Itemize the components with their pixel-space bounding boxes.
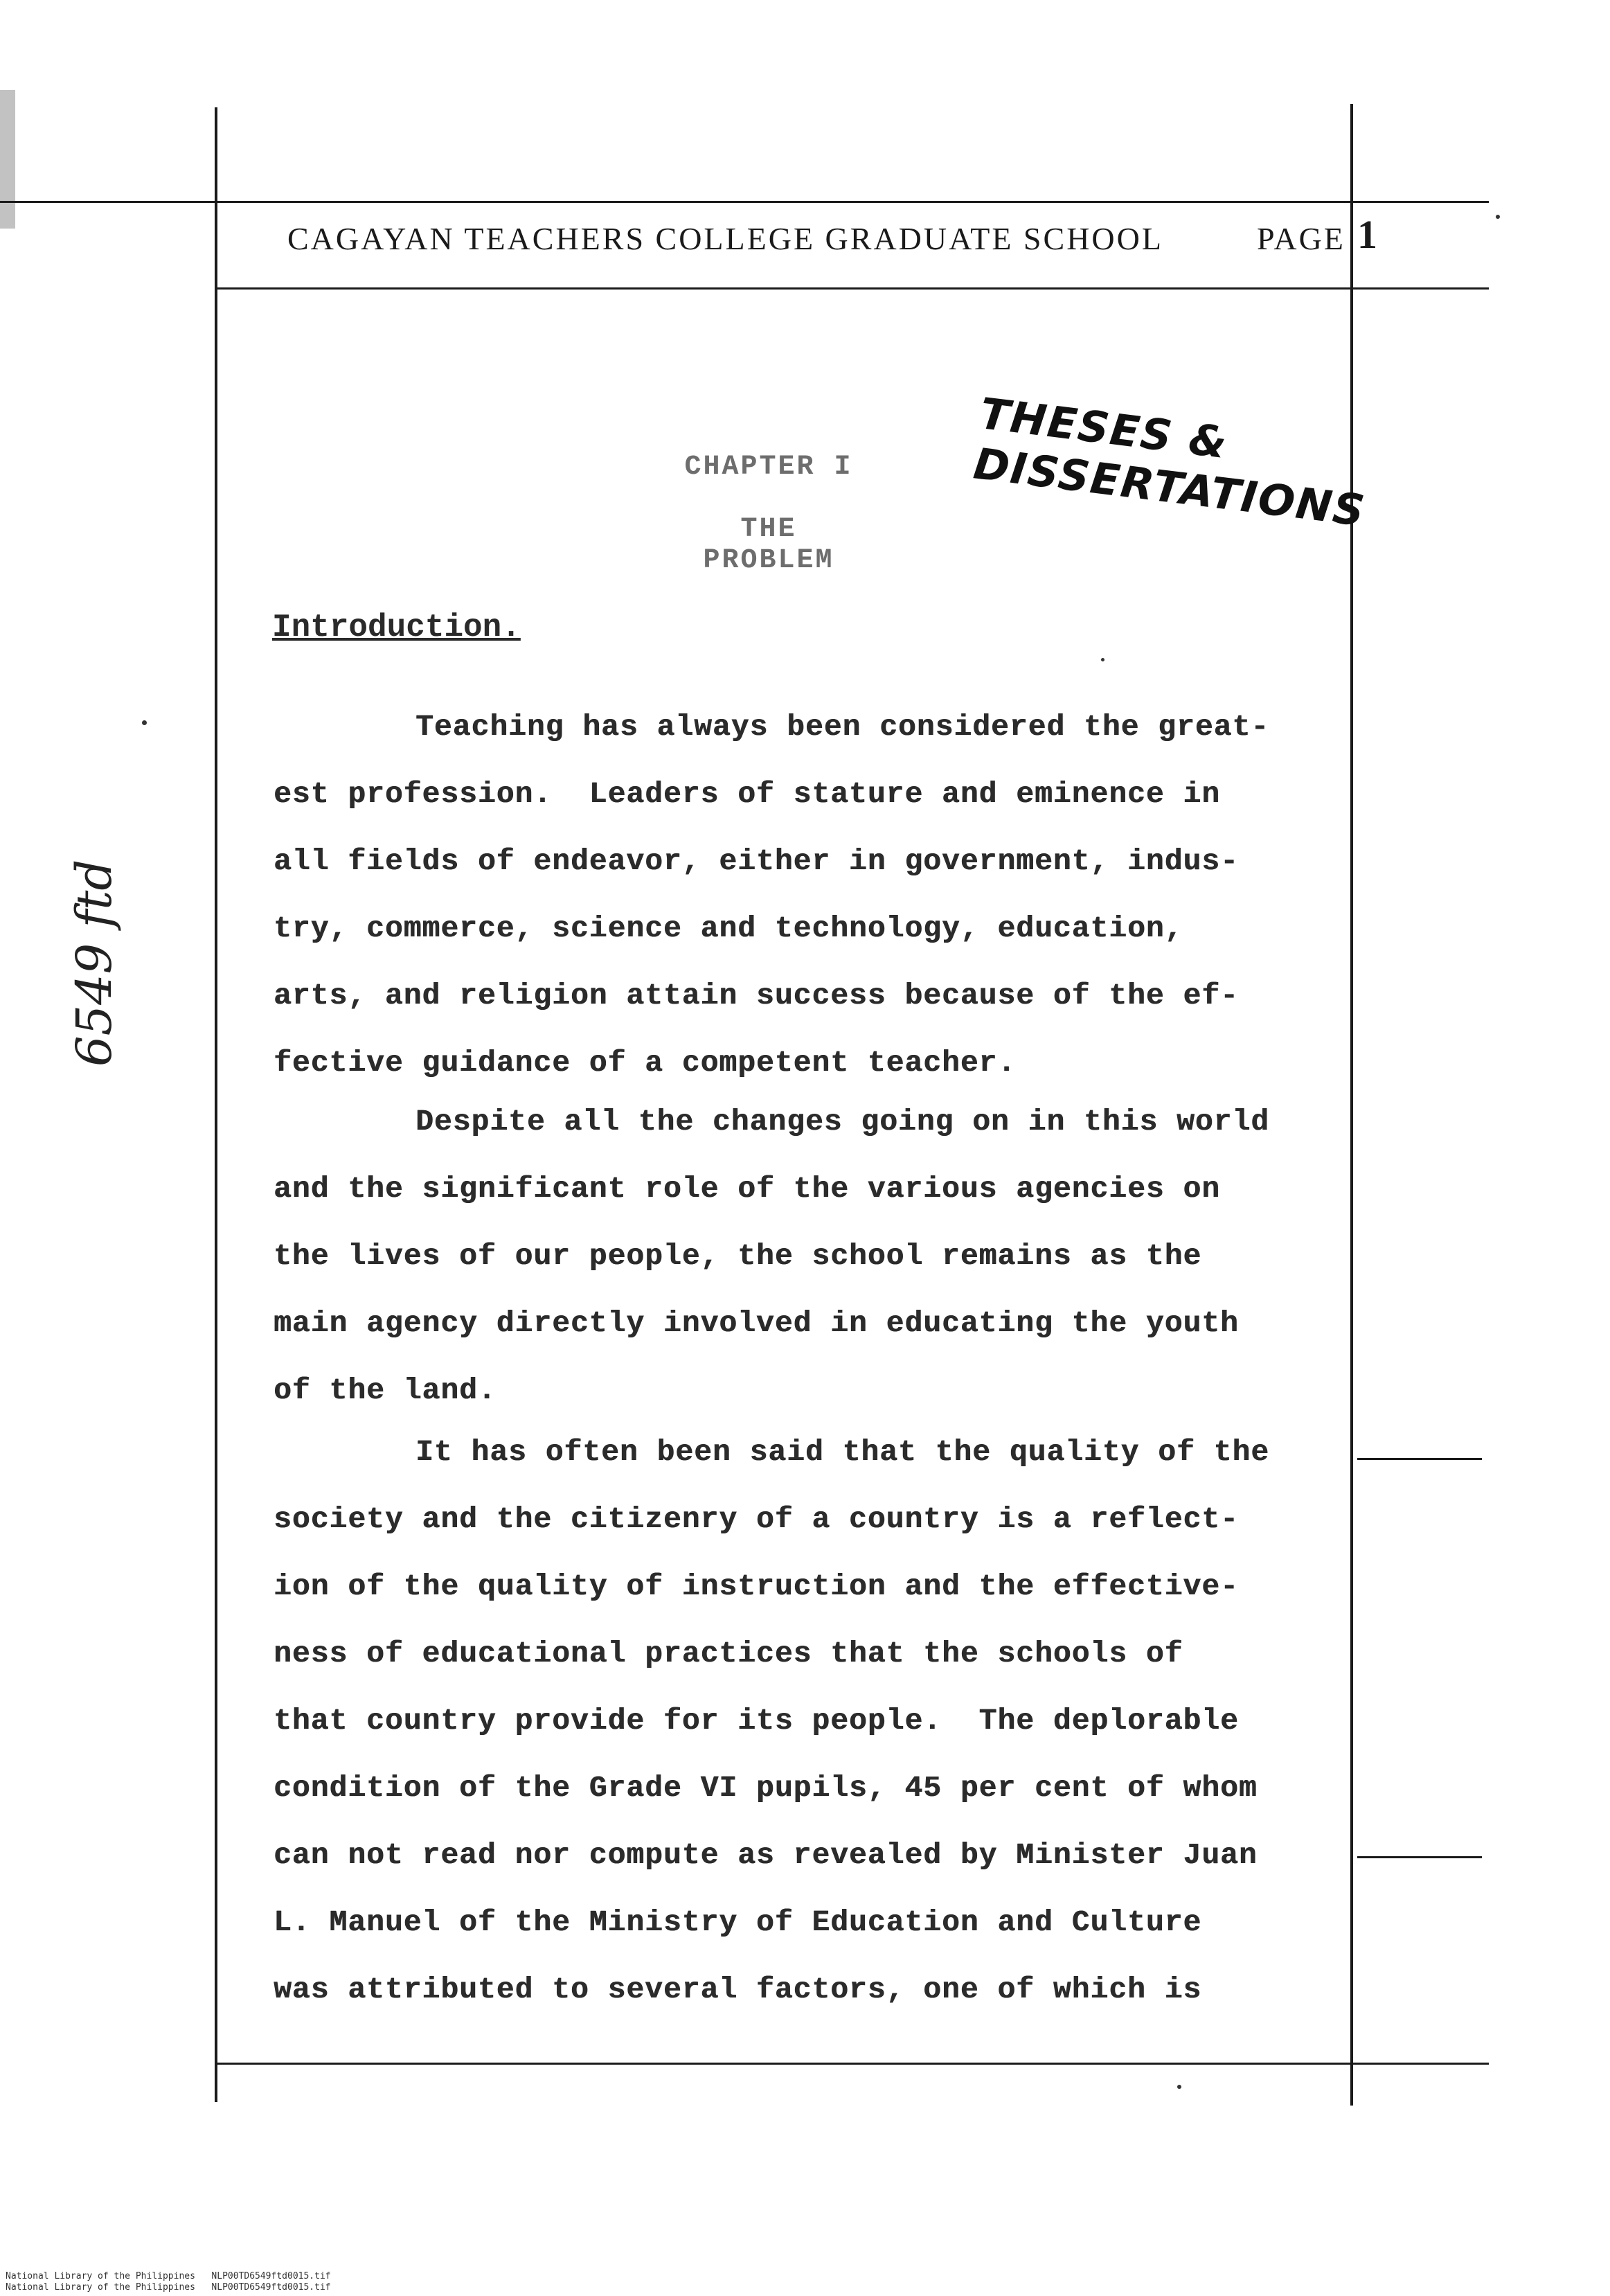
chapter-number: CHAPTER I bbox=[684, 452, 853, 483]
body-line: Teaching has always been considered the great- bbox=[415, 710, 1269, 744]
header-page-label: PAGE bbox=[1257, 221, 1345, 256]
scan-speck bbox=[1496, 215, 1500, 219]
right-margin-tick-2 bbox=[1357, 1856, 1482, 1858]
body-line: main agency directly involved in educating the youth bbox=[274, 1306, 1239, 1340]
body-line: society and the citizenry of a country is a reflect- bbox=[274, 1502, 1239, 1536]
body-line: the lives of our people, the school remains as the bbox=[274, 1239, 1202, 1273]
body-line: ion of the quality of instruction and the effective- bbox=[274, 1569, 1239, 1603]
body-line: est profession. Leaders of stature and eminence in bbox=[274, 777, 1221, 811]
right-margin-tick-1 bbox=[1357, 1458, 1482, 1460]
left-margin-rule bbox=[215, 107, 217, 2102]
body-line: of the land. bbox=[274, 1373, 497, 1407]
section-heading: Introduction. bbox=[272, 609, 521, 646]
body-line: try, commerce, science and technology, education, bbox=[274, 911, 1183, 945]
scan-speck bbox=[1177, 2085, 1181, 2089]
body-line: Despite all the changes going on in this world bbox=[415, 1105, 1269, 1139]
body-line: was attributed to several factors, one of which is bbox=[274, 1973, 1202, 2006]
body-line: fective guidance of a competent teacher. bbox=[274, 1046, 1017, 1080]
body-line: can not read nor compute as revealed by Minister Juan bbox=[274, 1838, 1258, 1872]
scan-edge-artifact bbox=[0, 90, 15, 229]
body-line: and the significant role of the various agencies on bbox=[274, 1172, 1221, 1206]
body-line: arts, and religion attain success because of the ef- bbox=[274, 979, 1239, 1013]
body-line: all fields of endeavor, either in government, indus- bbox=[274, 844, 1239, 878]
header-institution: CAGAYAN TEACHERS COLLEGE GRADUATE SCHOOL bbox=[287, 221, 1163, 256]
body-line: It has often been said that the quality of the bbox=[415, 1435, 1269, 1469]
handwritten-call-number: 6549 ftd bbox=[66, 859, 123, 1067]
footer-line-1: National Library of the Philippines NLP00TD6549ftd0015.tif bbox=[6, 2271, 331, 2281]
footer-rule bbox=[215, 2063, 1489, 2065]
right-margin-rule bbox=[1350, 104, 1353, 2106]
body-line: that country provide for its people. The deplorable bbox=[274, 1704, 1239, 1738]
theses-dissertations-stamp bbox=[967, 388, 1465, 578]
header-rule-top bbox=[0, 201, 1489, 203]
body-line: condition of the Grade VI pupils, 45 per cent of whom bbox=[274, 1771, 1258, 1805]
body-line: L. Manuel of the Ministry of Education and Culture bbox=[274, 1905, 1202, 1939]
footer-line-2: National Library of the Philippines NLP00TD6549ftd0015.tif bbox=[6, 2282, 331, 2293]
stamp-text: THESES & DISSERTATIONS bbox=[971, 388, 1368, 537]
chapter-title: THE PROBLEM bbox=[703, 514, 834, 576]
header-rule-bottom bbox=[215, 287, 1489, 290]
body-line: ness of educational practices that the schools of bbox=[274, 1637, 1183, 1671]
scan-speck bbox=[142, 720, 147, 725]
scan-speck bbox=[1101, 658, 1104, 661]
header-page-number: 1 bbox=[1357, 212, 1377, 257]
